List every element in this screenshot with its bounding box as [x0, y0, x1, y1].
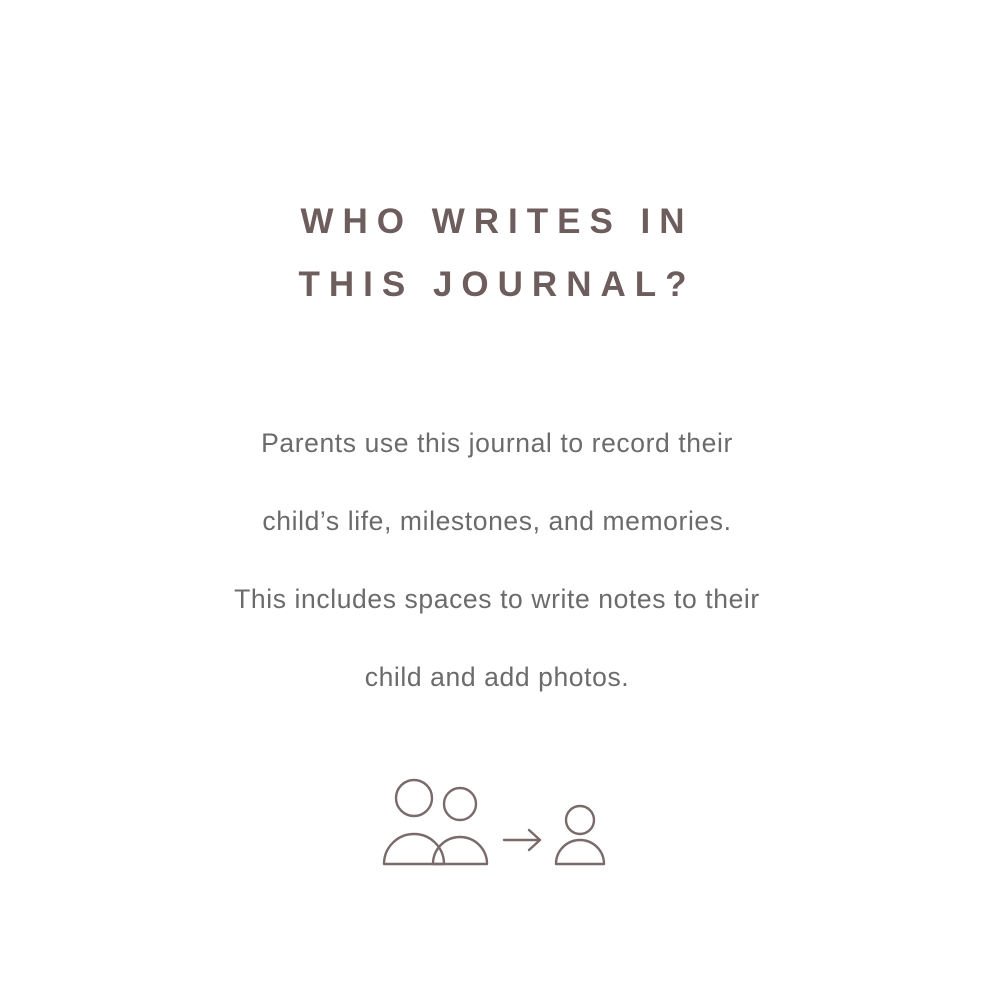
child-person-icon	[556, 806, 604, 864]
icon-illustration	[0, 776, 994, 876]
body-copy-line-1: Parents use this journal to record their	[261, 428, 733, 458]
page-title	[117, 190, 877, 316]
page-title-line-1: WHO WRITES IN	[300, 202, 694, 241]
parents-to-child-icon	[377, 776, 617, 876]
right-arrow-icon	[504, 830, 540, 850]
two-people-icon	[384, 780, 487, 864]
body-copy	[137, 404, 857, 716]
page-title-line-2: THIS JOURNAL?	[298, 265, 696, 304]
body-copy-line-3: This includes spaces to write notes to their	[234, 584, 760, 614]
body-copy-line-4: child and add photos.	[364, 662, 630, 692]
body-copy-line-2: child’s life, milestones, and memories.	[262, 506, 732, 536]
